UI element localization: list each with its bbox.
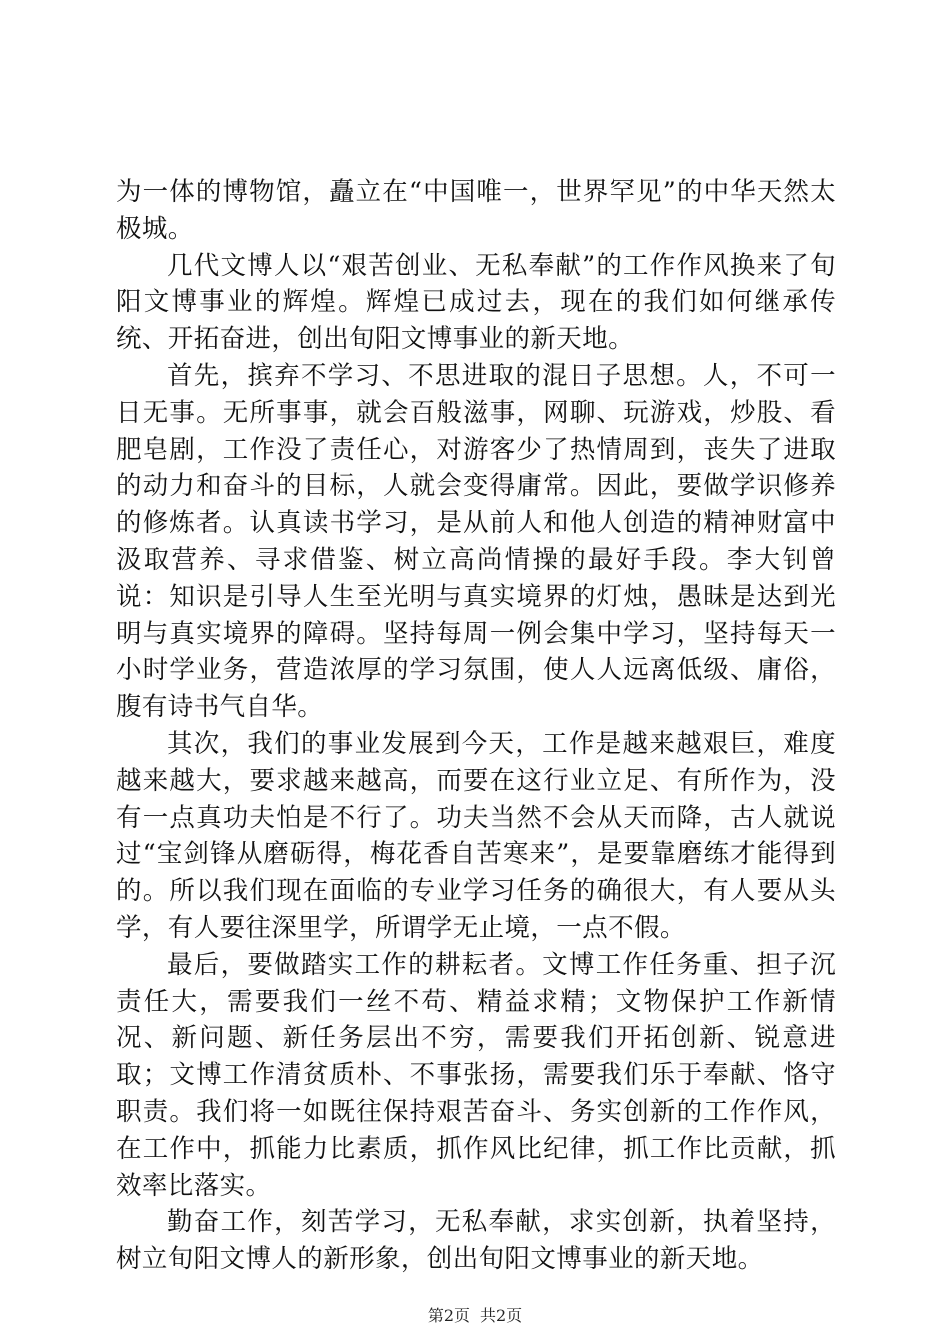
page-number: 第2页 [427, 1306, 470, 1325]
paragraph-second-point: 其次，我们的事业发展到今天，工作是越来越艰巨，难度越来越大，要求越来越高，而要在这行业立足、有所作为，没有一点真功夫怕是不行了。功夫当然不会从天而降，古人就说过“宝剑锋从磨砺得，梅花香自苦寒来”，是要靠磨练才能得到的。所以我们现在面临的专业学习任务的确很大，有人要从头学，有人要往深里学，所谓学无止境，一点不假。 [116, 728, 836, 943]
document-body [116, 174, 836, 1278]
paragraph-heritage: 几代文博人以“艰苦创业、无私奉献”的工作作风换来了旬阳文博事业的辉煌。辉煌已成过去，现在的我们如何继承传统、开拓奋进，创出旬阳文博事业的新天地。 [116, 250, 836, 355]
paragraph-final-point: 最后，要做踏实工作的耕耘者。文博工作任务重、担子沉责任大，需要我们一丝不苟、精益求精；文物保护工作新情况、新问题、新任务层出不穷，需要我们开拓创新、锐意进取；文博工作清贫质朴、不事张扬，需要我们乐于奉献、恪守职责。我们将一如既往保持艰苦奋斗、务实创新的工作作风，在工作中，抓能力比素质，抓作风比纪律，抓工作比贡献，抓效率比落实。 [116, 949, 836, 1201]
paragraph-conclusion: 勤奋工作，刻苦学习，无私奉献，求实创新，执着坚持，树立旬阳文博人的新形象，创出旬阳文博事业的新天地。 [116, 1207, 836, 1275]
page-footer [0, 1305, 950, 1327]
paragraph-continuation: 为一体的博物馆，矗立在“中国唯一，世界罕见”的中华天然太极城。 [116, 177, 836, 244]
paragraph-first-point: 首先，摈弃不学习、不思进取的混日子思想。人，不可一日无事。无所事事，就会百般滋事，网聊、玩游戏，炒股、看肥皂剧，工作没了责任心，对游客少了热情周到，丧失了进取的动力和奋斗的目标，人就会变得庸常。因此，要做学识修养的修炼者。认真读书学习，是从前人和他人创造的精神财富中汲取营养、寻求借鉴、树立高尚情操的最好手段。李大钊曾说：知识是引导人生至光明与真实境界的灯烛，愚昧是达到光明与真实境界的障碍。坚持每周一例会集中学习，坚持每天一小时学业务，营造浓厚的学习氛围，使人人远离低级、庸俗，腹有诗书气自华。 [116, 360, 836, 723]
page-total: 共2页 [480, 1306, 523, 1325]
